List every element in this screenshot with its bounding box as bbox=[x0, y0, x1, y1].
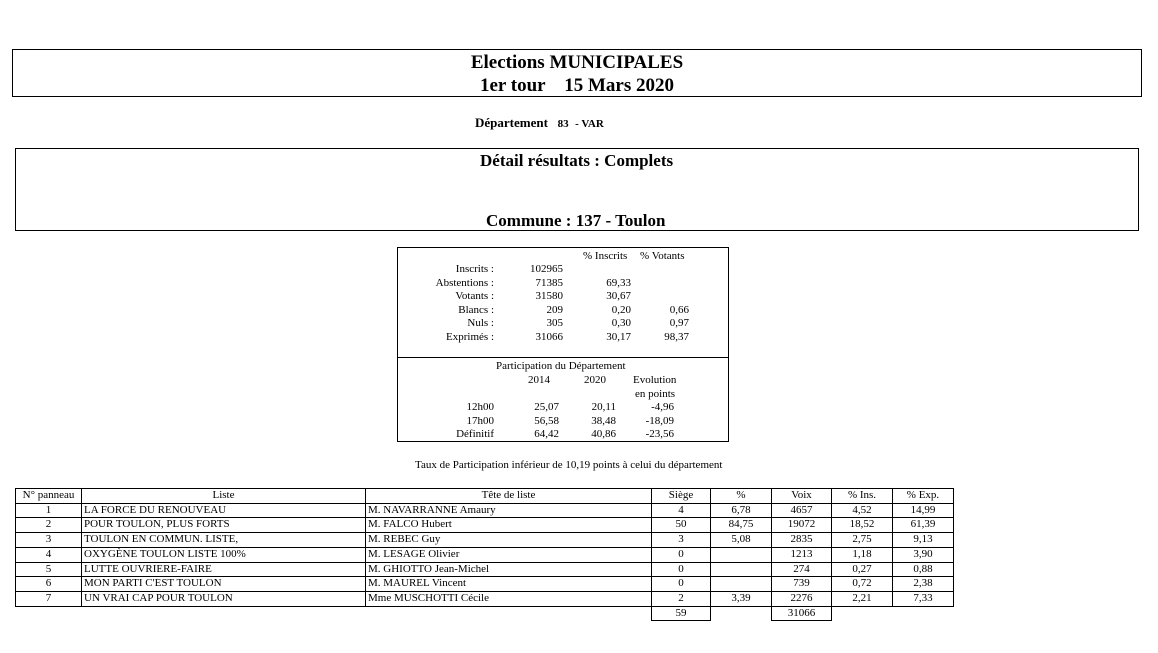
cell-num: 2 bbox=[16, 518, 82, 533]
cell-num: 7 bbox=[16, 591, 82, 606]
cell-siege: 3 bbox=[652, 533, 711, 548]
cell-voix: 4657 bbox=[772, 503, 832, 518]
header-pct-exp: % Exp. bbox=[893, 489, 954, 504]
cell-voix: 19072 bbox=[772, 518, 832, 533]
participation-row bbox=[398, 401, 730, 415]
participation-row bbox=[398, 428, 730, 442]
stat-pct-votants: 0,97 bbox=[669, 317, 689, 330]
detail-title: Détail résultats : Complets bbox=[480, 151, 674, 170]
stat-label: Blancs : bbox=[458, 303, 494, 316]
cell-siege: 2 bbox=[652, 591, 711, 606]
cell-tete: M. GHIOTTO Jean-Michel bbox=[366, 562, 652, 577]
col-header-pct-inscrits: % Inscrits bbox=[583, 250, 628, 262]
cell-pct-ins: 0,72 bbox=[832, 577, 893, 592]
cell-pct-exp: 9,13 bbox=[893, 533, 954, 548]
participation-2014: 25,07 bbox=[534, 401, 559, 413]
col-header-2014: 2014 bbox=[528, 374, 550, 386]
round-date bbox=[13, 75, 1141, 97]
cell-pct-exp: 3,90 bbox=[893, 547, 954, 562]
stat-value: 209 bbox=[546, 303, 563, 316]
header-liste: Liste bbox=[82, 489, 366, 504]
results-table bbox=[15, 488, 954, 621]
col-header-pct-votants: % Votants bbox=[640, 250, 685, 262]
cell-pct-ins: 2,75 bbox=[832, 533, 893, 548]
header-pct: % bbox=[711, 489, 772, 504]
empty-cell bbox=[832, 606, 893, 621]
participation-row bbox=[398, 415, 730, 429]
participation-title: Participation du Département bbox=[496, 360, 626, 372]
cell-liste: LA FORCE DU RENOUVEAU bbox=[82, 503, 366, 518]
cell-liste: MON PARTI C'EST TOULON bbox=[82, 577, 366, 592]
cell-pct-exp: 0,88 bbox=[893, 562, 954, 577]
stat-label: Inscrits : bbox=[455, 263, 494, 275]
cell-pct-ins: 1,18 bbox=[832, 547, 893, 562]
cell-tete: M. LESAGE Olivier bbox=[366, 547, 652, 562]
participation-evolution: -18,09 bbox=[645, 414, 674, 427]
participation-2014: 56,58 bbox=[534, 414, 559, 427]
title-box bbox=[12, 49, 1142, 97]
cell-num: 3 bbox=[16, 533, 82, 548]
cell-pct: 5,08 bbox=[711, 533, 772, 548]
header-tete-de-liste: Tête de liste bbox=[366, 489, 652, 504]
cell-num: 5 bbox=[16, 562, 82, 577]
col-header-en-points: en points bbox=[635, 388, 676, 400]
totals-row bbox=[16, 606, 954, 621]
table-row bbox=[16, 577, 954, 592]
cell-pct: 6,78 bbox=[711, 503, 772, 518]
cell-voix: 2276 bbox=[772, 591, 832, 606]
commune-title: Commune : 137 - Toulon bbox=[486, 211, 666, 230]
cell-voix: 1213 bbox=[772, 547, 832, 562]
empty-cell bbox=[893, 606, 954, 621]
cell-pct: 84,75 bbox=[711, 518, 772, 533]
participation-evolution: -4,96 bbox=[651, 401, 674, 413]
cell-tete: Mme MUSCHOTTI Cécile bbox=[366, 591, 652, 606]
stat-pct-inscrits: 0,30 bbox=[611, 317, 631, 330]
table-row bbox=[16, 562, 954, 577]
stat-value: 31066 bbox=[535, 330, 563, 343]
header-siege: Siège bbox=[652, 489, 711, 504]
table-row bbox=[16, 503, 954, 518]
header-pct-ins: % Ins. bbox=[832, 489, 893, 504]
header-num-panneau: N° panneau bbox=[16, 489, 82, 504]
stat-label: Exprimés : bbox=[446, 330, 494, 343]
stat-pct-votants: 98,37 bbox=[664, 330, 689, 343]
stats-row bbox=[398, 290, 730, 304]
stats-row bbox=[398, 263, 730, 277]
cell-liste: OXYGÈNE TOULON LISTE 100% bbox=[82, 547, 366, 562]
stats-row bbox=[398, 317, 730, 331]
round-label: 1er tour bbox=[479, 75, 546, 96]
cell-pct-exp: 7,33 bbox=[893, 591, 954, 606]
cell-num: 6 bbox=[16, 577, 82, 592]
election-date: 15 Mars 2020 bbox=[564, 75, 675, 96]
stat-pct-inscrits: 30,17 bbox=[606, 330, 631, 343]
cell-tete: M. MAUREL Vincent bbox=[366, 577, 652, 592]
cell-tete: M. REBEC Guy bbox=[366, 533, 652, 548]
participation-label: 17h00 bbox=[466, 414, 494, 427]
stat-label: Votants : bbox=[455, 290, 494, 303]
participation-label: 12h00 bbox=[466, 401, 494, 413]
participation-2020: 40,86 bbox=[591, 428, 616, 441]
detail-box bbox=[15, 148, 1139, 231]
participation-2020: 38,48 bbox=[591, 414, 616, 427]
cell-num: 4 bbox=[16, 547, 82, 562]
cell-siege: 50 bbox=[652, 518, 711, 533]
cell-pct-ins: 4,52 bbox=[832, 503, 893, 518]
table-row bbox=[16, 518, 954, 533]
cell-pct-ins: 18,52 bbox=[832, 518, 893, 533]
participation-evolution: -23,56 bbox=[645, 428, 674, 441]
cell-tete: M. FALCO Hubert bbox=[366, 518, 652, 533]
stat-pct-votants: 0,66 bbox=[669, 303, 689, 316]
header-voix: Voix bbox=[772, 489, 832, 504]
taux-participation-note: Taux de Participation inférieur de 10,19 points à celui du département bbox=[415, 459, 723, 471]
cell-pct bbox=[711, 577, 772, 592]
cell-num: 1 bbox=[16, 503, 82, 518]
cell-pct-exp: 14,99 bbox=[893, 503, 954, 518]
participation-rows bbox=[398, 401, 730, 442]
cell-voix: 274 bbox=[772, 562, 832, 577]
stat-pct-inscrits: 0,20 bbox=[611, 303, 631, 316]
stats-box bbox=[397, 247, 729, 442]
cell-siege: 0 bbox=[652, 577, 711, 592]
stat-value: 102965 bbox=[530, 263, 563, 275]
total-voix: 31066 bbox=[772, 606, 832, 621]
results-header-row bbox=[16, 489, 954, 504]
empty-cell bbox=[711, 606, 772, 621]
cell-siege: 4 bbox=[652, 503, 711, 518]
participation-label: Définitif bbox=[456, 428, 494, 441]
stat-label: Abstentions : bbox=[435, 276, 494, 289]
cell-pct-exp: 2,38 bbox=[893, 577, 954, 592]
table-row bbox=[16, 591, 954, 606]
page-title: Elections MUNICIPALES bbox=[470, 52, 684, 73]
cell-liste: POUR TOULON, PLUS FORTS bbox=[82, 518, 366, 533]
cell-voix: 2835 bbox=[772, 533, 832, 548]
cell-tete: M. NAVARRANNE Amaury bbox=[366, 503, 652, 518]
stats-rows bbox=[398, 263, 730, 345]
cell-liste: UN VRAI CAP POUR TOULON bbox=[82, 591, 366, 606]
empty-cell bbox=[16, 606, 82, 621]
col-header-2020: 2020 bbox=[584, 374, 606, 386]
participation-2020: 20,11 bbox=[591, 401, 616, 413]
cell-pct-ins: 0,27 bbox=[832, 562, 893, 577]
cell-siege: 0 bbox=[652, 562, 711, 577]
table-row bbox=[16, 547, 954, 562]
participation-2014: 64,42 bbox=[534, 428, 559, 441]
cell-pct bbox=[711, 547, 772, 562]
stat-value: 31580 bbox=[535, 290, 563, 303]
departement-code: 83 bbox=[557, 118, 569, 130]
stats-divider bbox=[398, 357, 728, 358]
departement-name: - VAR bbox=[575, 118, 604, 130]
departement-label: Département bbox=[475, 115, 548, 130]
departement-line bbox=[475, 115, 604, 131]
cell-liste: TOULON EN COMMUN. LISTE, bbox=[82, 533, 366, 548]
stats-row bbox=[398, 277, 730, 291]
cell-liste: LUTTE OUVRIERE-FAIRE bbox=[82, 562, 366, 577]
stats-row bbox=[398, 331, 730, 345]
stat-pct-inscrits: 30,67 bbox=[606, 290, 631, 303]
empty-cell bbox=[366, 606, 652, 621]
stat-pct-inscrits: 69,33 bbox=[606, 276, 631, 289]
cell-pct bbox=[711, 562, 772, 577]
col-header-evolution: Evolution bbox=[633, 374, 677, 386]
cell-siege: 0 bbox=[652, 547, 711, 562]
stat-value: 305 bbox=[546, 317, 563, 330]
total-sieges: 59 bbox=[652, 606, 711, 621]
cell-voix: 739 bbox=[772, 577, 832, 592]
cell-pct-exp: 61,39 bbox=[893, 518, 954, 533]
cell-pct: 3,39 bbox=[711, 591, 772, 606]
cell-pct-ins: 2,21 bbox=[832, 591, 893, 606]
stats-row bbox=[398, 304, 730, 318]
stat-label: Nuls : bbox=[467, 317, 494, 330]
empty-cell bbox=[82, 606, 366, 621]
stat-value: 71385 bbox=[535, 276, 563, 289]
table-row bbox=[16, 533, 954, 548]
